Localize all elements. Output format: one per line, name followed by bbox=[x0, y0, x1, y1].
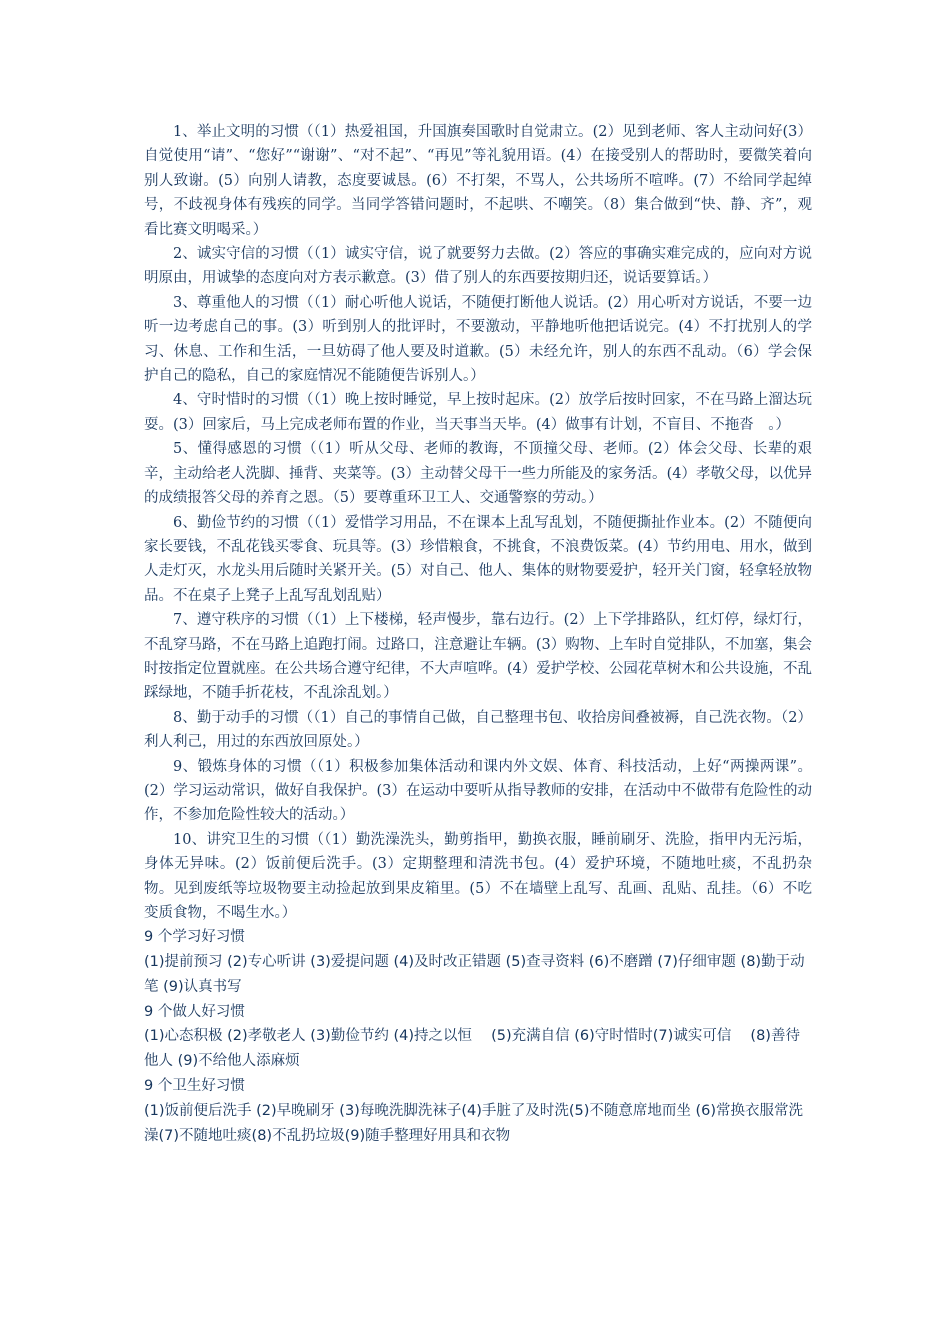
conduct-habits-list: (1)心态积极 (2)孝敬老人 (3)勤俭节约 (4)持之以恒 (5)充满自信 (6)守时惜时(7)诚实可信 (8)善待他人 (9)不给他人添麻烦 bbox=[144, 1028, 800, 1070]
conduct-habits-heading: 9 个做人好习惯 bbox=[144, 1003, 245, 1020]
habit-5-paragraph: 5、懂得感恩的习惯（（1）听从父母、老师的教诲，不顶撞父母、老师。(2）体会父母、长辈的艰辛，主动给老人洗脚、捶背、夹菜等。(3）主动替父母干一些力所能及的家务活。(4）孝敬父母，以优异的成绩报答父母的养育之恩。（5）要尊重环卫工人、交通警察的劳动。） bbox=[144, 441, 812, 507]
study-habits-heading: 9 个学习好习惯 bbox=[144, 929, 245, 946]
hygiene-habits-heading: 9 个卫生好习惯 bbox=[144, 1078, 245, 1095]
document-body bbox=[144, 120, 812, 1149]
habit-7-paragraph: 7、遵守秩序的习惯（（1）上下楼梯，轻声慢步，靠右边行。(2）上下学排路队，红灯停，绿灯行，不乱穿马路，不在马路上追跑打闹。过路口，注意避让车辆。(3）购物、上车时自觉排队，不加塞，集会时按指定位置就座。在公共场合遵守纪律，不大声喧哗。(4）爱护学校、公园花草树木和公共设施，不乱踩绿地，不随手折花枝，不乱涂乱划。） bbox=[144, 612, 812, 702]
habit-9-paragraph: 9、锻炼身体的习惯（（1）积极参加集体活动和课内外文娱、体育、科技活动，上好“两操两课”。(2）学习运动常识，做好自我保护。(3）在运动中要听从指导教师的安排，在活动中不做带有危险性的动作，不参加危险性较大的活动。） bbox=[144, 758, 812, 824]
habit-1-paragraph: 1、举止文明的习惯（（1）热爱祖国，升国旗奏国歌时自觉肃立。(2）见到老师、客人主动问好(3）自觉使用“请”、“您好”“谢谢”、“对不起”、“再见”等礼貌用语。(4）在接受别人的帮助时，要微笑着向别人致谢。(5）向别人请教，态度要诚恳。(6）不打架，不骂人，公共场所不喧哗。(7）不给同学起绰号，不歧视身体有残疾的同学。当同学答错问题时，不起哄、不嘲笑。（8）集合做到“快、静、齐”，观看比赛文明喝采。） bbox=[144, 124, 812, 238]
habit-4-paragraph: 4、守时惜时的习惯（（1）晚上按时睡觉，早上按时起床。(2）放学后按时回家，不在马路上溜达玩耍。(3）回家后，马上完成老师布置的作业，当天事当天毕。(4）做事有计划，不盲目、不拖沓 。） bbox=[144, 392, 812, 433]
habit-6-paragraph: 6、勤俭节约的习惯（（1）爱惜学习用品，不在课本上乱写乱划，不随便撕扯作业本。(2）不随便向家长要钱，不乱花钱买零食、玩具等。(3）珍惜粮食，不挑食，不浪费饭菜。(4）节约用电、用水，做到人走灯灭，水龙头用后随时关紧开关。(5）对自己、他人、集体的财物要爱护，轻开关门窗，轻拿轻放物品。不在桌子上凳子上乱写乱划乱贴） bbox=[144, 514, 812, 604]
habit-3-paragraph: 3、尊重他人的习惯（（1）耐心听他人说话，不随便打断他人说话。(2）用心听对方说话，不要一边听一边考虑自己的事。(3）听到别人的批评时，不要激动，平静地听他把话说完。(4）不打扰别人的学习、休息、工作和生活，一旦妨碍了他人要及时道歉。(5）未经允许，别人的东西不乱动。（6）学会保护自己的隐私，自己的家庭情况不能随便告诉别人。） bbox=[144, 294, 812, 385]
hygiene-habits-list: (1)饭前便后洗手 (2)早晚刷牙 (3)每晚洗脚洗袜子(4)手脏了及时洗(5)不随意席地而坐 (6)常换衣服常洗澡(7)不随地吐痰(8)不乱扔垃圾(9)随手整理好用具和衣物 bbox=[144, 1102, 804, 1144]
habit-2-paragraph: 2、诚实守信的习惯（（1）诚实守信，说了就要努力去做。(2）答应的事确实难完成的，应向对方说明原由，用诚挚的态度向对方表示歉意。(3）借了别人的东西要按期归还，说话要算话。） bbox=[144, 246, 812, 287]
study-habits-list: (1)提前预习 (2)专心听讲 (3)爱提问题 (4)及时改正错题 (5)查寻资料 (6)不磨蹭 (7)仔细审题 (8)勤于动笔 (9)认真书写 bbox=[144, 953, 805, 995]
habit-10-paragraph: 10、讲究卫生的习惯（（1）勤洗澡洗头，勤剪指甲，勤换衣服，睡前刷牙、洗脸，指甲内无污垢，身体无异味。(2）饭前便后洗手。(3）定期整理和清洗书包。(4）爱护环境，不随地吐痰，不乱扔杂物。见到废纸等垃圾物要主动捡起放到果皮箱里。(5）不在墙壁上乱写、乱画、乱贴、乱挂。（6）不吃变质食物，不喝生水。） bbox=[144, 831, 812, 921]
habit-8-paragraph: 8、勤于动手的习惯（（1）自己的事情自己做，自己整理书包、收拾房间叠被褥，自己洗衣物。（2）利人利己，用过的东西放回原处。） bbox=[144, 709, 812, 751]
